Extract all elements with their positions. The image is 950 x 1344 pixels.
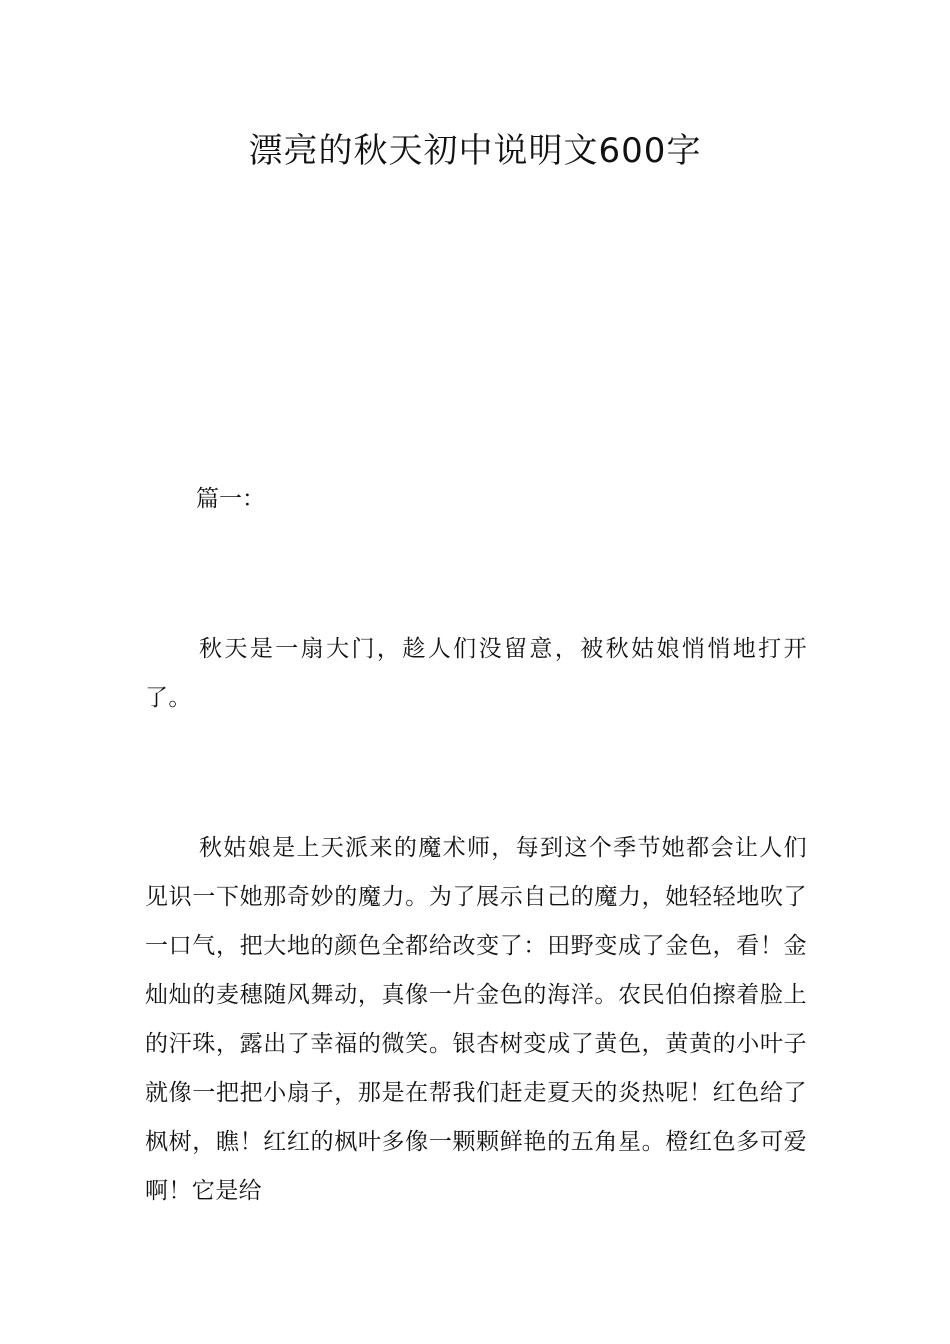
paragraph-1: 秋天是一扇大门，趁人们没留意，被秋姑娘悄悄地打开了。 xyxy=(145,636,807,711)
paragraph-2: 秋姑娘是上天派来的魔术师，每到这个季节她都会让人们见识一下她那奇妙的魔力。为了展示自己的魔力，她轻轻地吹了一口气，把大地的颜色全都给改变了：田野变成了金色，看！金灿灿的麦穗随风舞动，真像一片金色的海洋。农民伯伯擦着脸上的汗珠，露出了幸福的微笑。银杏树变成了黄色，黄黄的小叶子就像一把把小扇子，那是在帮我们赶走夏天的炎热呢！红色给了枫树，瞧！红红的枫叶多像一颗颗鲜艳的五角星。橙红色多可爱啊！它是给 xyxy=(145,835,807,1204)
document-title: 漂亮的秋天初中说明文600字 xyxy=(248,131,702,171)
section-heading: 篇一： xyxy=(196,486,265,512)
